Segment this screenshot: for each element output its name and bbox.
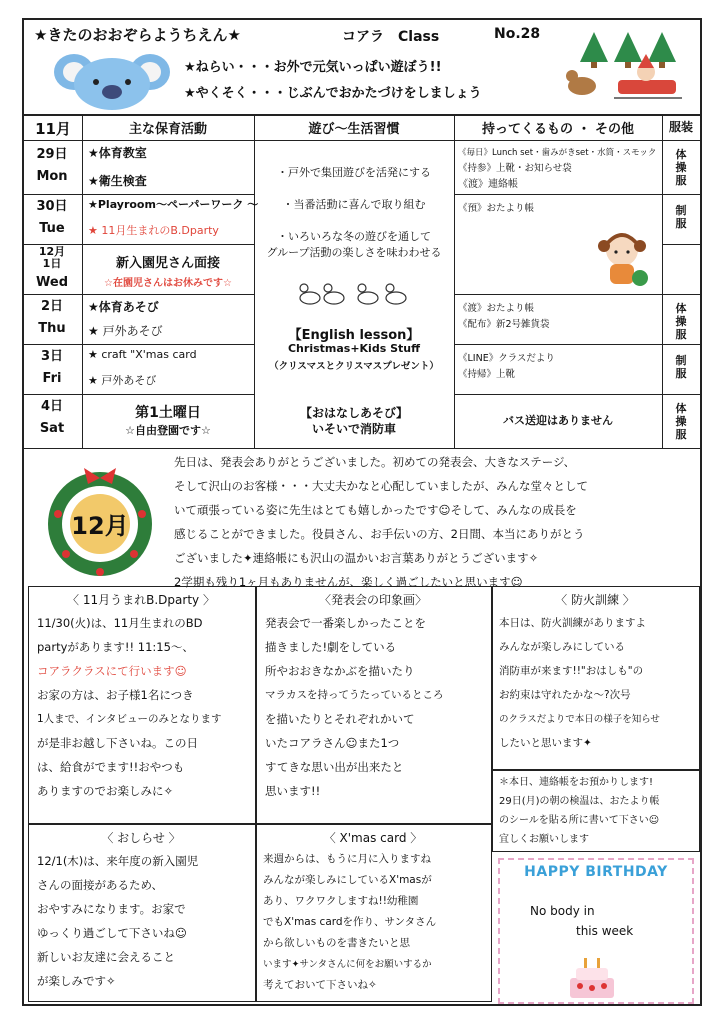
xmas-line: あり、ワクワクしますね!!幼稚園 bbox=[263, 895, 419, 907]
bday-line: は、給食がでます!!おやつも bbox=[37, 760, 185, 774]
activity-2: ★ 戸外あそび bbox=[88, 324, 163, 338]
fire-line: お約束は守れたかな～?次号 bbox=[499, 689, 631, 701]
girl-icon bbox=[592, 224, 652, 290]
day-date: 30日 bbox=[36, 199, 68, 214]
items-sat-1: バス送迎はありません bbox=[503, 414, 613, 427]
items-fri-1: 《LINE》クラスだより bbox=[458, 353, 555, 364]
notice-line: さんの面接があるため、 bbox=[37, 878, 164, 892]
col-play-header: 遊び～生活習慣 bbox=[308, 122, 400, 137]
activity-2: ★ 11月生まれのB.Dparty bbox=[88, 224, 219, 237]
xmas-line: 考えておいて下さいね✧ bbox=[263, 979, 377, 991]
activity-1: ★ craft "X'mas card bbox=[88, 348, 197, 361]
clothes-thu: 体操服 bbox=[675, 302, 687, 341]
notice-line: おやすみになります。お家で bbox=[37, 902, 186, 916]
notice-line: ゆっくり過ごして下さいね☺ bbox=[37, 926, 187, 940]
notice-box bbox=[28, 824, 256, 1002]
day-date: 2日 bbox=[40, 299, 64, 314]
notice-line: 新しいお友達に会えること bbox=[37, 950, 175, 964]
day-date: 4日 bbox=[40, 399, 64, 414]
day-date: 3日 bbox=[40, 349, 64, 364]
col-items-header: 持ってくるもの ・ その他 bbox=[481, 122, 635, 137]
notice-line: が楽しみです✧ bbox=[37, 974, 116, 988]
items-mon-1: 《毎日》Lunch set・歯みがきset・水筒・スモック bbox=[458, 148, 657, 158]
recital-line: 描きました!劇をしている bbox=[265, 640, 397, 654]
xmas-line: みんなが楽しみにしているX'masが bbox=[263, 874, 432, 886]
newsletter-page bbox=[22, 18, 702, 1006]
bday-line: partyがあります!! 11:15～、 bbox=[37, 640, 194, 654]
birthday-card bbox=[498, 858, 694, 1004]
items-tue-1: 《預》おたより帳 bbox=[458, 203, 535, 214]
items-mon-3: 《渡》連絡帳 bbox=[458, 179, 518, 190]
santa-sleigh-icon bbox=[554, 28, 694, 108]
recital-line: を描いたりとそれぞれかいて bbox=[265, 712, 415, 726]
fire-drill-box bbox=[492, 586, 700, 770]
birthday-banner: HAPPY BIRTHDAY bbox=[524, 864, 668, 880]
recital-box bbox=[256, 586, 492, 824]
items-fri-2: 《持帰》上靴 bbox=[458, 369, 516, 380]
ducks-icon bbox=[296, 278, 416, 308]
play-line-2: ・当番活動に喜んで取り組む bbox=[282, 198, 426, 211]
bday-line: 11/30(火)は、11月生まれのBD bbox=[37, 616, 203, 630]
activity-1: ★体育あそび bbox=[88, 300, 159, 314]
xmas-card-title: 〈 X'mas card 〉 bbox=[323, 831, 423, 845]
day-date: 29日 bbox=[36, 147, 68, 162]
story-sub: いそいで消防車 bbox=[311, 422, 396, 436]
day-weekday: Sat bbox=[39, 421, 65, 436]
month-label: 11月 bbox=[35, 120, 71, 138]
story-title: 【おはなしあそび】 bbox=[299, 406, 408, 420]
clothes-tue: 制服 bbox=[675, 204, 687, 230]
bday-line: が是非お越し下さいね。この日 bbox=[37, 736, 198, 750]
clothes-sat: 体操服 bbox=[675, 402, 687, 441]
message-line: そして沢山のお客様・・・大丈夫かなと心配していましたが、みんな堂々として bbox=[174, 479, 588, 493]
xmas-line: います✦サンタさんに何をお願いするか bbox=[263, 959, 432, 970]
day-date: 12月 1日 bbox=[38, 245, 66, 270]
activity-2: ☆在園児さんはお休みです☆ bbox=[104, 278, 232, 289]
recital-line: 発表会で一番楽しかったことを bbox=[265, 616, 426, 630]
message-line: 2学期も残り1ヶ月もありませんが、楽しく過ごしたいと思います☺ bbox=[174, 575, 523, 589]
aim-text: ★ねらい・・・お外で元気いっぱい遊ぼう!! bbox=[184, 60, 442, 75]
notice-line: 12/1(木)は、来年度の新入園児 bbox=[37, 854, 199, 868]
issue-number: No.28 bbox=[494, 26, 541, 42]
bday-line: コアラクラスにて行います☺ bbox=[37, 664, 187, 678]
cake-icon bbox=[562, 954, 622, 1002]
message-line: いて頑張っている姿に先生はとても嬉しかったです☺そして、みんなの成長を bbox=[174, 503, 577, 517]
note-line: 29日(月)の朝の検温は、おたより帳 bbox=[499, 796, 660, 807]
day-weekday: Thu bbox=[38, 321, 66, 336]
english-lesson-title: 【English lesson】 bbox=[288, 328, 420, 343]
wreath-month-label: 12月 bbox=[71, 512, 129, 540]
activity-1: 第1土曜日 bbox=[135, 405, 201, 421]
day-weekday: Wed bbox=[36, 275, 68, 290]
xmas-line: 来週からは、もうに月に入りますね bbox=[263, 853, 431, 865]
fire-line: 本日は、防火訓練がありますよ bbox=[499, 617, 646, 629]
items-mon-2: 《持参》上靴・お知らせ袋 bbox=[458, 163, 572, 174]
xmas-line: でもX'mas cardを作り、サンタさん bbox=[263, 916, 437, 928]
bday-line: ありますのでお楽しみに✧ bbox=[37, 784, 174, 798]
recital-title: 〈発表会の印象画〉 bbox=[318, 593, 427, 607]
english-lesson-sub: Christmas+Kids Stuff bbox=[287, 342, 421, 355]
message-line: 感じることができました。役員さん、お手伝いの方、2日間、本当にありがとう bbox=[174, 527, 585, 541]
note-line: ＊本日、連絡帳をお預かりします! bbox=[499, 777, 654, 788]
note-box bbox=[492, 770, 700, 852]
activity-2: ★ 戸外あそび bbox=[88, 374, 157, 387]
play-line-4: グループ活動の楽しさを味わわせる bbox=[266, 246, 442, 259]
clothes-fri: 制服 bbox=[675, 354, 687, 380]
english-lesson-jp: （クリスマスとクリスマスプレゼント） bbox=[269, 361, 439, 372]
promise-text: ★やくそく・・・じぶんでおかたづけをしましょう bbox=[184, 86, 482, 101]
school-name: ★きたのおおぞらようちえん★ bbox=[34, 26, 241, 44]
fire-line: みんなが楽しみにしている bbox=[499, 641, 625, 653]
play-line-1: ・戸外で集団遊びを活発にする bbox=[277, 166, 431, 179]
birthday-line-2: this week bbox=[576, 924, 634, 938]
note-line: 宜しくお願いします bbox=[499, 834, 589, 845]
activity-2: ★衛生検査 bbox=[88, 174, 147, 188]
activity-1: ★体育教室 bbox=[88, 146, 147, 160]
xmas-card-box bbox=[256, 824, 492, 1002]
koala-icon bbox=[52, 46, 172, 110]
note-line: のシールを貼る所に書いて下さい☺ bbox=[499, 815, 660, 826]
activity-2: ☆自由登園です☆ bbox=[125, 424, 211, 437]
day-weekday: Mon bbox=[36, 169, 68, 184]
bday-party-box bbox=[28, 586, 256, 824]
notice-title: 〈 おしらせ 〉 bbox=[101, 831, 181, 845]
day-weekday: Tue bbox=[39, 221, 65, 236]
play-line-3: ・いろいろな冬の遊びを通して bbox=[277, 230, 431, 243]
bday-party-title: 〈 11月うまれB.Dparty 〉 bbox=[67, 593, 215, 607]
fire-line: したいと思います✦ bbox=[499, 737, 592, 749]
recital-line: 所やおおきなかぶを描いたり bbox=[265, 664, 415, 678]
recital-line: マラカスを持ってうたっているところ bbox=[265, 689, 444, 701]
items-thu-2: 《配布》新2号雑貨袋 bbox=[458, 319, 550, 330]
day-weekday: Fri bbox=[42, 371, 62, 386]
fire-line: 消防車が来ます!!"おはしも"の bbox=[499, 665, 644, 677]
message-line: ございました✦連絡帳にも沢山の温かいお言葉ありがとうございます✧ bbox=[174, 551, 539, 565]
fire-drill-title: 〈 防火訓練 〉 bbox=[555, 593, 635, 607]
col-clothes-header: 服装 bbox=[668, 120, 693, 134]
recital-line: いたコアラさん☺また1つ bbox=[265, 736, 400, 750]
birthday-line-1: No body in bbox=[530, 904, 595, 918]
recital-line: 思います!! bbox=[265, 784, 321, 798]
clothes-mon: 体操服 bbox=[675, 148, 687, 187]
col-activity-header: 主な保育活動 bbox=[128, 122, 207, 137]
recital-line: すてきな思い出が出来たと bbox=[265, 760, 404, 774]
activity-1: 新入園児さん面接 bbox=[115, 256, 220, 271]
message-line: 先日は、発表会ありがとうございました。初めての発表会、大きなステージ、 bbox=[174, 455, 576, 469]
header bbox=[24, 20, 700, 116]
class-name: コアラ Class bbox=[342, 29, 440, 45]
xmas-line: から欲しいものを書きたいと思 bbox=[263, 937, 410, 949]
items-thu-1: 《渡》おたより帳 bbox=[458, 303, 535, 314]
fire-line: のクラスだよりで本日の様子を知らせ bbox=[499, 714, 660, 725]
activity-1: ★Playroom～ペーパーワーク ～ bbox=[88, 198, 259, 211]
bday-line: 1人まで、インタビューのみとなります bbox=[37, 713, 222, 725]
bday-line: お家の方は、お子様1名につき bbox=[37, 688, 194, 702]
schedule-table bbox=[24, 114, 700, 448]
